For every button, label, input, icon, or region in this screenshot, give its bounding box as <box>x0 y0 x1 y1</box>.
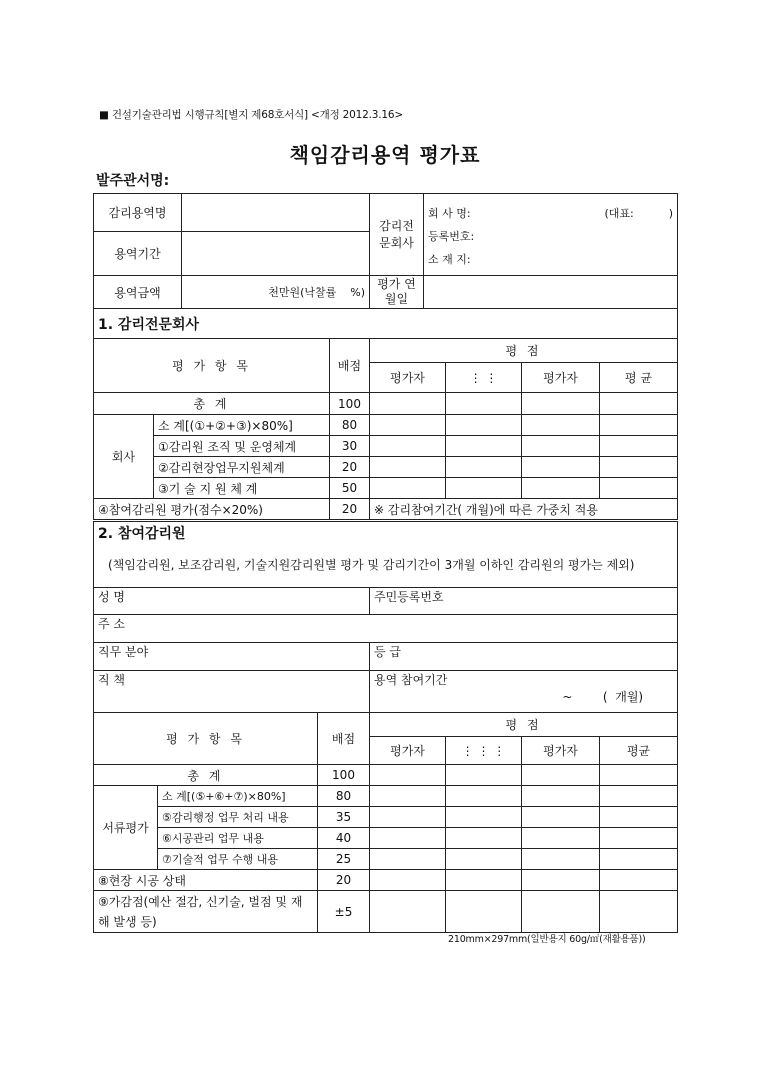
section2-description: (책임감리원, 보조감리원, 기술지원감리원별 평가 및 감리기간이 3개월 이하인 감리원의 평가는 제외) <box>94 544 678 588</box>
score-cell[interactable] <box>522 891 600 933</box>
s1-item-3-label: ③기 술 지 원 체 계 <box>154 478 330 499</box>
s1-total-points: 100 <box>330 393 370 415</box>
score-cell[interactable] <box>446 828 522 849</box>
s2-total-label: 총 계 <box>94 765 318 786</box>
score-cell[interactable] <box>370 891 446 933</box>
score-cell[interactable] <box>600 828 678 849</box>
section1-title: 1. 감리전문회사 <box>94 309 678 339</box>
s1-item-header: 평 가 항 목 <box>94 339 330 393</box>
score-cell[interactable] <box>600 478 678 499</box>
resident-number-label: 주민등록번호 <box>370 588 678 615</box>
registration-number-label: 등록번호: <box>428 230 475 243</box>
score-cell[interactable] <box>522 828 600 849</box>
score-cell[interactable] <box>446 807 522 828</box>
score-cell[interactable] <box>600 849 678 870</box>
s2-item-9-points: ±5 <box>318 891 370 933</box>
s2-score-header: 평 점 <box>370 713 678 737</box>
s1-points-header: 배점 <box>330 339 370 393</box>
section2-title: 2. 참여감리원 <box>94 522 678 544</box>
s2-evaluator-dots: ⋮ ⋮ ⋮ <box>446 737 522 765</box>
service-period-value[interactable] <box>182 232 370 276</box>
s1-item-2-points: 20 <box>330 457 370 478</box>
score-cell[interactable] <box>446 849 522 870</box>
s2-item-7-points: 25 <box>318 849 370 870</box>
score-cell[interactable] <box>370 436 446 457</box>
s1-evaluator-dots: ⋮ ⋮ <box>446 363 522 393</box>
score-cell[interactable] <box>446 891 522 933</box>
score-cell[interactable] <box>370 849 446 870</box>
s1-item-4-points: 20 <box>330 499 370 520</box>
score-cell[interactable] <box>522 436 600 457</box>
s1-total-label: 총 계 <box>94 393 330 415</box>
address-label: 소 재 지: <box>428 253 471 266</box>
s2-subtotal-label: 소 계[(⑤+⑥+⑦)×80%] <box>158 786 318 807</box>
representative-label: (대표: ) <box>604 207 673 220</box>
s2-evaluator-2: 평가자 <box>522 737 600 765</box>
s1-item-3-points: 50 <box>330 478 370 499</box>
s2-item-5-points: 35 <box>318 807 370 828</box>
s2-item-6-label: ⑥시공관리 업무 내용 <box>158 828 318 849</box>
score-cell[interactable] <box>522 393 600 415</box>
score-cell[interactable] <box>522 807 600 828</box>
service-amount-label: 용역금액 <box>94 276 182 309</box>
firm-label: 감리전문회사 <box>370 194 424 276</box>
score-cell[interactable] <box>370 457 446 478</box>
s1-item-4-label: ④참여감리원 평가(점수×20%) <box>94 499 330 520</box>
score-cell[interactable] <box>446 765 522 786</box>
score-cell[interactable] <box>370 786 446 807</box>
s2-item-7-label: ⑦기술적 업무 수행 내용 <box>158 849 318 870</box>
section2-table <box>93 521 678 933</box>
name-label: 성 명 <box>94 588 370 615</box>
job-field-label: 직무 분야 <box>94 643 370 671</box>
score-cell[interactable] <box>600 415 678 436</box>
s2-total-points: 100 <box>318 765 370 786</box>
eval-date-label: 평가 연월일 <box>370 276 424 309</box>
s2-item-header: 평 가 항 목 <box>94 713 318 765</box>
score-cell[interactable] <box>522 765 600 786</box>
score-cell[interactable] <box>370 765 446 786</box>
s2-item-8-label: ⑧현장 시공 상태 <box>94 870 318 891</box>
s1-average: 평 균 <box>600 363 678 393</box>
score-cell[interactable] <box>600 786 678 807</box>
page-title: 책임감리용역 평가표 <box>289 143 481 167</box>
score-cell[interactable] <box>522 478 600 499</box>
s2-item-8-points: 20 <box>318 870 370 891</box>
position-label: 직 책 <box>94 671 370 713</box>
score-cell[interactable] <box>600 436 678 457</box>
s1-group-label: 회사 <box>94 415 154 499</box>
score-cell[interactable] <box>370 807 446 828</box>
s1-evaluator-2: 평가자 <box>522 363 600 393</box>
s2-average: 평균 <box>600 737 678 765</box>
s2-points-header: 배점 <box>318 713 370 765</box>
score-cell[interactable] <box>600 457 678 478</box>
score-cell[interactable] <box>446 870 522 891</box>
score-cell[interactable] <box>522 786 600 807</box>
score-cell[interactable] <box>600 765 678 786</box>
score-cell[interactable] <box>370 478 446 499</box>
score-cell[interactable] <box>522 457 600 478</box>
client-label: 발주관서명: <box>96 173 170 189</box>
score-cell[interactable] <box>446 393 522 415</box>
score-cell[interactable] <box>600 870 678 891</box>
participation-period <box>370 671 678 713</box>
service-info-table <box>93 193 678 309</box>
score-cell[interactable] <box>446 478 522 499</box>
score-cell[interactable] <box>446 457 522 478</box>
score-cell[interactable] <box>446 786 522 807</box>
eval-date-value[interactable] <box>424 276 678 309</box>
service-name-label: 감리용역명 <box>94 194 182 232</box>
score-cell[interactable] <box>370 393 446 415</box>
score-cell[interactable] <box>446 415 522 436</box>
s2-evaluator-1: 평가자 <box>370 737 446 765</box>
s1-subtotal-label: 소 계[(①+②+③)×80%] <box>154 415 330 436</box>
score-cell[interactable] <box>370 415 446 436</box>
s2-item-9-label: ⑨가감점(예산 절감, 신기술, 벌점 및 재해 발생 등) <box>94 891 318 933</box>
grade-label: 등 급 <box>370 643 678 671</box>
s1-score-header: 평 점 <box>370 339 678 363</box>
score-cell[interactable] <box>600 807 678 828</box>
amount-unit: 천만원(낙찰률 %) <box>182 276 370 309</box>
s2-group-label: 서류평가 <box>94 786 158 870</box>
score-cell[interactable] <box>600 393 678 415</box>
s1-subtotal-points: 80 <box>330 415 370 436</box>
form-reference: ■ 건설기술관리법 시행규칙[별지 제68호서식] <개정 2012.3.16> <box>99 109 403 121</box>
participation-period-value: ~ ( 개월) <box>562 690 644 704</box>
participation-period-label: 용역 참여기간 <box>374 673 448 687</box>
score-cell[interactable] <box>600 891 678 933</box>
s1-item-1-points: 30 <box>330 436 370 457</box>
score-cell[interactable] <box>522 849 600 870</box>
s2-item-5-label: ⑤감리행정 업무 처리 내용 <box>158 807 318 828</box>
s1-item-2-label: ②감리현장업무지원체계 <box>154 457 330 478</box>
service-name-value[interactable] <box>182 194 370 232</box>
score-cell[interactable] <box>370 870 446 891</box>
section1-table <box>93 308 678 520</box>
score-cell[interactable] <box>370 828 446 849</box>
s2-subtotal-points: 80 <box>318 786 370 807</box>
s1-weight-note: ※ 감리참여기간( 개월)에 따른 가중치 적용 <box>370 499 678 520</box>
s1-evaluator-1: 평가자 <box>370 363 446 393</box>
s1-item-1-label: ①감리원 조직 및 운영체계 <box>154 436 330 457</box>
company-name-label: 회 사 명: <box>428 207 471 220</box>
service-period-label: 용역기간 <box>94 232 182 276</box>
s2-item-6-points: 40 <box>318 828 370 849</box>
paper-spec-footer: 210mm×297mm(일반용지 60g/㎡(재활용품)) <box>448 934 646 945</box>
address-label: 주 소 <box>94 615 678 643</box>
firm-details <box>424 194 678 276</box>
score-cell[interactable] <box>522 870 600 891</box>
score-cell[interactable] <box>446 436 522 457</box>
score-cell[interactable] <box>522 415 600 436</box>
